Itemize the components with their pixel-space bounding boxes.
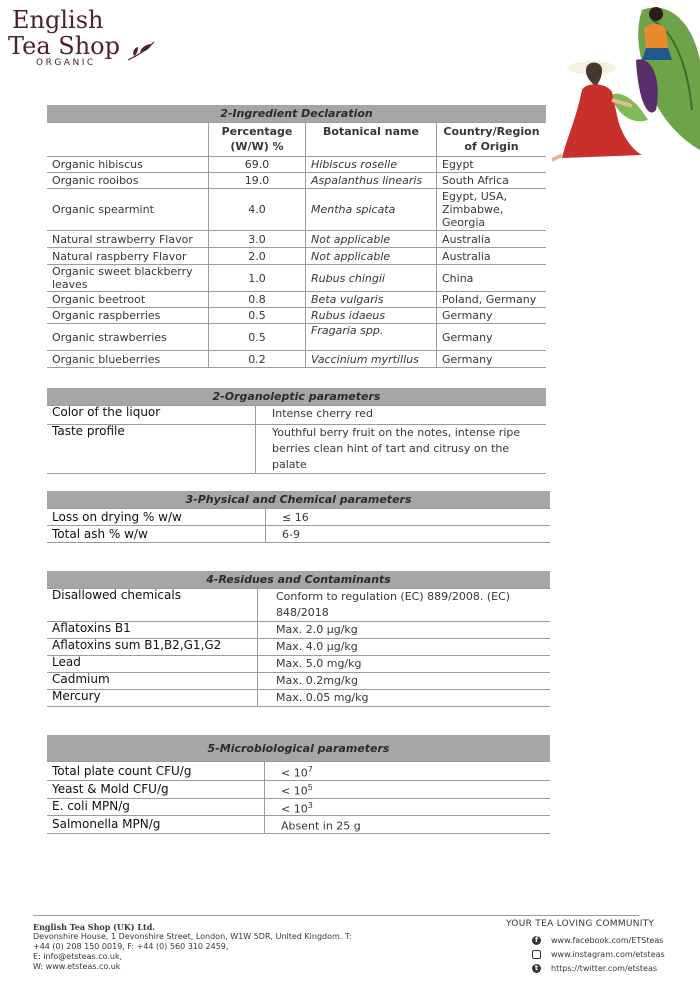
ingredient-rows: [47, 157, 546, 368]
brand-line1: English: [12, 6, 104, 34]
botanical-name: Not applicable: [306, 248, 437, 265]
ingredient-percentage: 0.5: [209, 308, 306, 324]
ingredient-percentage: 0.5: [209, 324, 306, 351]
footer-divider: [33, 915, 639, 916]
table-row: [47, 526, 550, 543]
ingredient-name: Organic rooibos: [47, 173, 209, 189]
facebook-link[interactable]: [506, 933, 665, 947]
param-value: [256, 425, 547, 474]
phone-line: +44 (0) 208 150 0019, F: +44 (0) 560 310 2459,: [33, 942, 229, 951]
table-row: [47, 406, 546, 425]
micro-table: [47, 735, 550, 834]
website-link[interactable]: W: www.etsteas.co.uk: [33, 962, 121, 971]
table-row: [47, 656, 550, 673]
param-value: ≤ 16: [266, 509, 551, 526]
header-percentage: [209, 123, 306, 157]
param-name: E. coli MPN/g: [47, 798, 265, 816]
ingredient-percentage: 2.0: [209, 248, 306, 265]
country-of-origin: Poland, Germany: [437, 292, 547, 308]
section-title: 5-Microbiological parameters: [47, 735, 550, 762]
ingredient-name: Organic hibiscus: [47, 157, 209, 173]
social-links: [506, 919, 665, 975]
brand-line3: ORGANIC: [36, 58, 96, 68]
table-row: [47, 589, 550, 622]
section-title: 2-Organoleptic parameters: [47, 388, 546, 406]
tea-lady-illustration: [552, 0, 700, 165]
ingredient-name: Organic strawberries: [47, 324, 209, 351]
country-of-origin: Australia: [437, 231, 547, 248]
ingredient-name: Natural strawberry Flavor: [47, 231, 209, 248]
param-name: Disallowed chemicals: [47, 589, 258, 622]
community-tagline: YOUR TEA LOVING COMMUNITY: [506, 919, 655, 929]
table-row: [47, 189, 546, 231]
country-of-origin: Australia: [437, 248, 547, 265]
section-title: 2-Ingredient Declaration: [47, 105, 546, 123]
header-botanical: Botanical name: [306, 123, 437, 157]
table-row: [47, 509, 550, 526]
twitter-url[interactable]: https://twitter.com/etsteas: [551, 963, 658, 973]
country-of-origin: Germany: [437, 324, 547, 351]
physical-table: [47, 491, 550, 543]
table-row: [47, 622, 550, 639]
header-percentage-line1: Percentage: [221, 125, 293, 138]
param-name: Total plate count CFU/g: [47, 762, 265, 781]
param-value-text: Conform to regulation (EC) 889/2008. (EC) 848/2018: [276, 590, 511, 619]
residues-table: [47, 571, 550, 707]
param-name: Taste profile: [47, 425, 256, 474]
ingredient-table: [47, 105, 546, 368]
table-row: [47, 265, 546, 292]
botanical-name: Vaccinium myrtillus: [306, 351, 437, 368]
param-value: [258, 589, 551, 622]
table-row: [47, 816, 550, 834]
header-origin-line1: Country/Region: [443, 125, 540, 138]
section-title: 4-Residues and Contaminants: [47, 571, 550, 589]
param-value: [265, 762, 551, 781]
header-origin-line2: of Origin: [464, 140, 519, 153]
param-name: Aflatoxins sum B1,B2,G1,G2: [47, 639, 258, 656]
table-row: [47, 673, 550, 690]
param-value: [258, 673, 551, 690]
param-name: Loss on drying % w/w: [47, 509, 266, 526]
country-of-origin: Egypt: [437, 157, 547, 173]
organoleptic-table: [47, 388, 546, 474]
taste-profile-text: Youthful berry fruit on the notes, intense ripe berries clean hint of tart and citrusy on the palate: [272, 426, 521, 471]
table-row: [47, 157, 546, 173]
facebook-url[interactable]: www.facebook.com/ETSteas: [551, 935, 664, 945]
param-value: [258, 622, 551, 639]
facebook-icon: f: [532, 936, 541, 945]
botanical-name: Hibiscus roselle: [306, 157, 437, 173]
country-of-origin: Egypt, USA, Zimbabwe, Georgia: [437, 189, 547, 231]
table-header-row: [47, 123, 546, 157]
botanical-name: Not applicable: [306, 231, 437, 248]
ingredient-percentage: 0.8: [209, 292, 306, 308]
brand-line2: Tea Shop: [8, 32, 120, 60]
param-name: Salmonella MPN/g: [47, 816, 265, 834]
address-line: Devonshire House, 1 Devonshire Street, London, W1W 5DR, United Kingdom. T:: [33, 932, 352, 941]
ingredient-percentage: 0.2: [209, 351, 306, 368]
table-row: [47, 639, 550, 656]
table-row: [47, 762, 550, 781]
param-name: Total ash % w/w: [47, 526, 266, 543]
section-title: 3-Physical and Chemical parameters: [47, 491, 550, 509]
param-value: [258, 656, 551, 673]
header-ingredient: [47, 123, 209, 157]
table-row: [47, 248, 546, 265]
instagram-icon: [532, 950, 541, 959]
ingredient-name: Organic spearmint: [47, 189, 209, 231]
table-row: [47, 308, 546, 324]
ingredient-name: Organic blueberries: [47, 351, 209, 368]
param-value: [265, 816, 551, 834]
param-value: [258, 639, 551, 656]
email-link[interactable]: E: info@etsteas.co.uk,: [33, 952, 123, 961]
twitter-link[interactable]: [506, 961, 665, 975]
company-name: English Tea Shop (UK) Ltd.: [33, 922, 156, 932]
param-value-text: Max. 0.05 mg/kg: [276, 691, 369, 704]
param-value: [265, 781, 551, 799]
micro-rows: [47, 762, 550, 834]
param-name: Yeast & Mold CFU/g: [47, 781, 265, 799]
table-row: [47, 690, 550, 707]
botanical-name: Mentha spicata: [306, 189, 437, 231]
param-name: Mercury: [47, 690, 258, 707]
ingredient-percentage: 69.0: [209, 157, 306, 173]
param-name: Aflatoxins B1: [47, 622, 258, 639]
header-percentage-line2: (W/W) %: [230, 140, 284, 153]
leaf-icon: [126, 38, 156, 64]
param-name: Cadmium: [47, 673, 258, 690]
country-of-origin: South Africa: [437, 173, 547, 189]
param-value-text: Max. 0.2mg/kg: [276, 674, 358, 687]
ingredient-percentage: 4.0: [209, 189, 306, 231]
botanical-name: Rubus idaeus: [306, 308, 437, 324]
country-of-origin: China: [437, 265, 547, 292]
param-value: 6-9: [266, 526, 551, 543]
table-row: [47, 231, 546, 248]
twitter-icon: t: [532, 964, 541, 973]
param-value-text: Max. 4.0 μg/kg: [276, 640, 358, 653]
brand-logo: [8, 6, 158, 68]
ingredient-name: Natural raspberry Flavor: [47, 248, 209, 265]
table-row: [47, 798, 550, 816]
country-of-origin: Germany: [437, 351, 547, 368]
param-value-base: Absent in 25 g: [281, 819, 361, 833]
ingredient-percentage: 19.0: [209, 173, 306, 189]
company-address: [33, 922, 352, 972]
param-value-base: < 10: [281, 802, 308, 816]
param-value-exponent: 7: [307, 764, 313, 774]
botanical-name: Aspalanthus linearis: [306, 173, 437, 189]
instagram-link[interactable]: [506, 947, 665, 961]
param-value: [258, 690, 551, 707]
table-row: [47, 425, 546, 474]
param-value-exponent: 5: [307, 783, 313, 792]
param-value-text: Max. 5.0 mg/kg: [276, 657, 362, 670]
instagram-url[interactable]: www.instagram.com/etsteas: [551, 949, 665, 959]
table-row: [47, 781, 550, 799]
param-value: Intense cherry red: [256, 406, 547, 425]
param-value-exponent: 3: [307, 800, 313, 810]
param-name: Lead: [47, 656, 258, 673]
ingredient-name: Organic raspberries: [47, 308, 209, 324]
residue-rows: [47, 589, 550, 707]
ingredient-percentage: 1.0: [209, 265, 306, 292]
ingredient-name: Organic sweet blackberry leaves: [47, 265, 209, 292]
table-row: [47, 351, 546, 368]
param-value: [265, 798, 551, 816]
country-of-origin: Germany: [437, 308, 547, 324]
param-name: Color of the liquor: [47, 406, 256, 425]
table-row: [47, 173, 546, 189]
param-value-base: < 10: [281, 766, 308, 780]
table-row: [47, 324, 546, 351]
botanical-name: Beta vulgaris: [306, 292, 437, 308]
ingredient-percentage: 3.0: [209, 231, 306, 248]
ingredient-name: Organic beetroot: [47, 292, 209, 308]
param-value-base: < 10: [281, 784, 308, 798]
param-value-text: Max. 2.0 μg/kg: [276, 623, 358, 636]
table-row: [47, 292, 546, 308]
botanical-name: Fragaria spp.: [306, 324, 437, 351]
botanical-name: Rubus chingii: [306, 265, 437, 292]
header-origin: [437, 123, 547, 157]
